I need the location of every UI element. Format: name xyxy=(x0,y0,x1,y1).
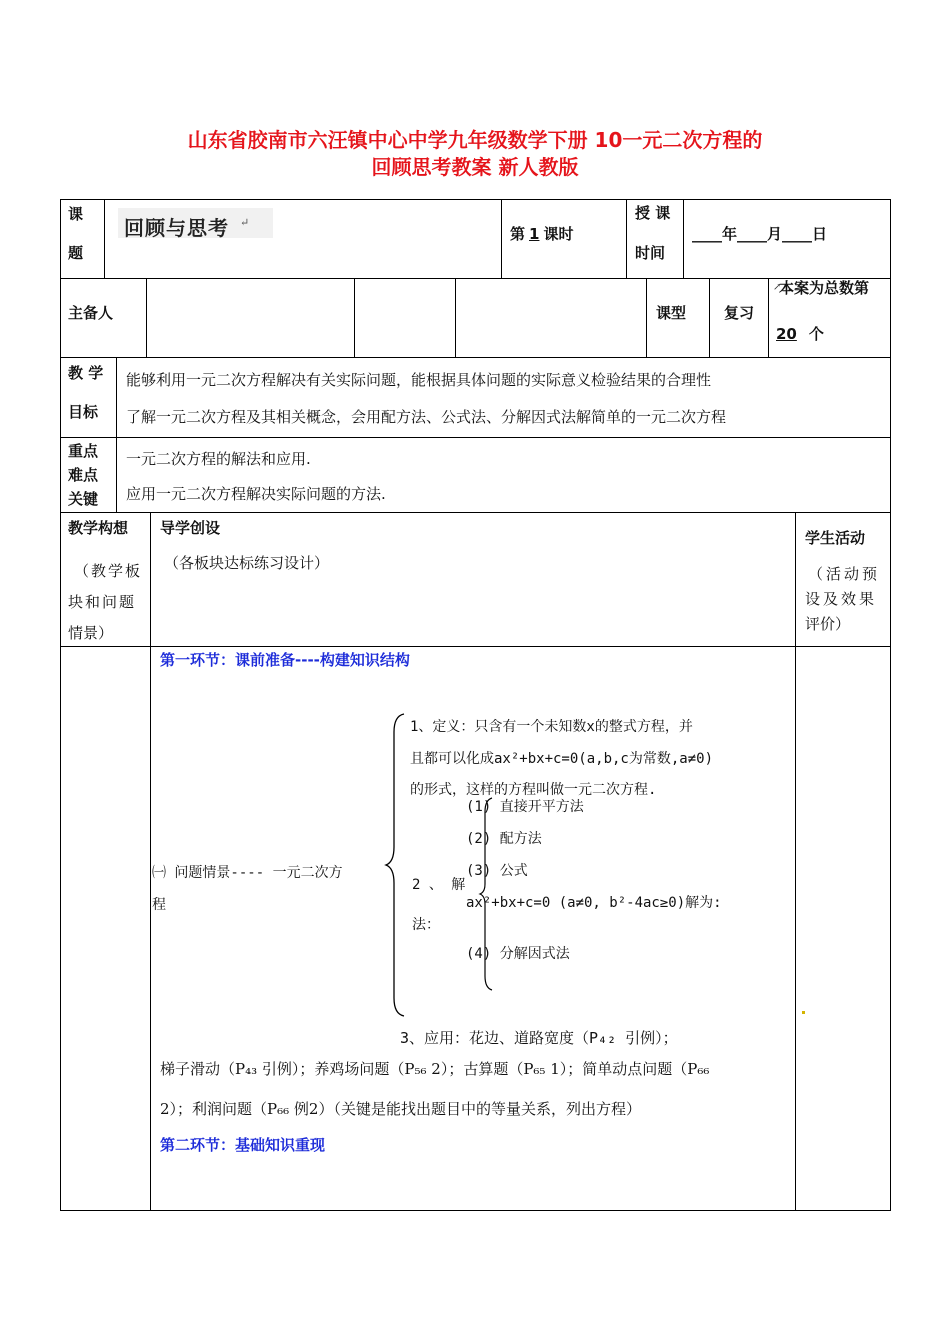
method-1: (1) 直接开平方法 xyxy=(466,799,584,815)
date-field: ____年____月____日 xyxy=(692,225,828,243)
application-line-1: 3、应用：花边、道路宽度（P₄₂ 引例）； xyxy=(400,1029,678,1047)
goals-label-bottom: 目标 xyxy=(68,403,99,421)
section-2-heading: 第二环节：基础知识重现 xyxy=(160,1136,326,1154)
method-2: (2) 配方法 xyxy=(466,831,542,847)
method-brace-icon xyxy=(478,796,494,992)
goal-line-1: 能够利用一元二次方程解决有关实际问题，能根据具体问题的实际意义检验结果的合理性 xyxy=(126,371,712,389)
guide-label: 导学创设 xyxy=(160,519,221,537)
lesson-suffix: 课时 xyxy=(543,225,574,243)
dot-marker-icon xyxy=(802,1011,805,1014)
lesson-count xyxy=(510,227,573,242)
section-1-heading: 第一环节：课前准备----构建知识结构 xyxy=(160,651,410,669)
total-count-label: 本案为总数第 xyxy=(779,279,870,297)
lesson-type-label: 课型 xyxy=(656,304,687,322)
course-title: 回顾与思考 xyxy=(124,216,229,240)
return-mark-icon: ↵ xyxy=(240,216,250,229)
preparer-label: 主备人 xyxy=(68,304,114,322)
method-4: (4) 分解因式法 xyxy=(466,946,570,962)
method-3: (3) 公式 xyxy=(466,863,528,879)
lesson-prefix: 第 xyxy=(510,225,526,243)
design-note-3: 情景） xyxy=(68,624,114,642)
definition-line-3: 的形式，这样的方程叫做一元二次方程. xyxy=(410,782,657,798)
course-label-bottom: 题 xyxy=(68,244,84,262)
student-activity-note-2: 设及效果 xyxy=(805,590,878,608)
solve-label-bottom: 法： xyxy=(412,917,440,933)
lesson-number: 1 xyxy=(529,225,540,243)
focus-label-2: 难点 xyxy=(68,466,99,484)
student-activity-note-3: 评价） xyxy=(805,615,851,633)
problem-situation: ㈠ 问题情景---- 一元二次方 xyxy=(152,865,343,881)
design-note-2: 块和问题 xyxy=(68,593,137,611)
total-count-unit: 个 xyxy=(808,325,824,343)
definition-line-2: 且都可以化成ax²+bx+c=0(a,b,c为常数,a≠0) xyxy=(410,751,714,767)
left-brace-icon xyxy=(384,712,406,1018)
application-line-3: 2）；利润问题（P₆₆ 例2）（关键是能找出题目中的等量关系，列出方程） xyxy=(160,1100,641,1118)
goal-line-2: 了解一元二次方程及其相关概念，会用配方法、公式法、分解因式法解简单的一元二次方程 xyxy=(126,408,727,426)
definition-line-1: 1、定义：只含有一个未知数x的整式方程，并 xyxy=(410,719,693,735)
teach-time-label-bottom: 时间 xyxy=(635,244,666,262)
course-label-top: 课 xyxy=(68,205,84,223)
focus-line-2: 应用一元二次方程解决实际问题的方法. xyxy=(126,485,386,503)
teach-time-label-top: 授 课 xyxy=(635,204,671,222)
document-title-line2: 回顾思考教案 新人教版 xyxy=(371,155,579,179)
focus-label-1: 重点 xyxy=(68,442,99,460)
total-count xyxy=(776,327,824,342)
application-line-2: 梯子滑动（P₄₃ 引例）；养鸡场问题（P₅₆ 2）；古算题（P₆₅ 1）；简单动点问题（P₆₆ xyxy=(160,1060,710,1078)
mark-icon: ↗ xyxy=(773,282,782,293)
student-activity-label: 学生活动 xyxy=(805,529,866,547)
solve-label-top: 2 、 解 xyxy=(412,877,466,893)
focus-label-3: 关键 xyxy=(68,490,99,508)
focus-line-1: 一元二次方程的解法和应用. xyxy=(126,450,311,468)
lesson-type-value: 复习 xyxy=(724,304,755,322)
problem-situation-end: 程 xyxy=(152,897,166,913)
total-count-number: 20 xyxy=(776,325,797,343)
method-3-formula: ax²+bx+c=0 (a≠0, b²-4ac≥0)解为: xyxy=(466,895,722,911)
design-label: 教学构想 xyxy=(68,519,129,537)
design-note-1: （教学板 xyxy=(74,562,143,580)
guide-note: （各板块达标练习设计） xyxy=(164,554,330,572)
student-activity-note-1: （活动预 xyxy=(808,565,881,583)
document-title-line1: 山东省胶南市六汪镇中心中学九年级数学下册 10一元二次方程的 xyxy=(187,128,763,152)
goals-label-top: 教 学 xyxy=(68,364,104,382)
